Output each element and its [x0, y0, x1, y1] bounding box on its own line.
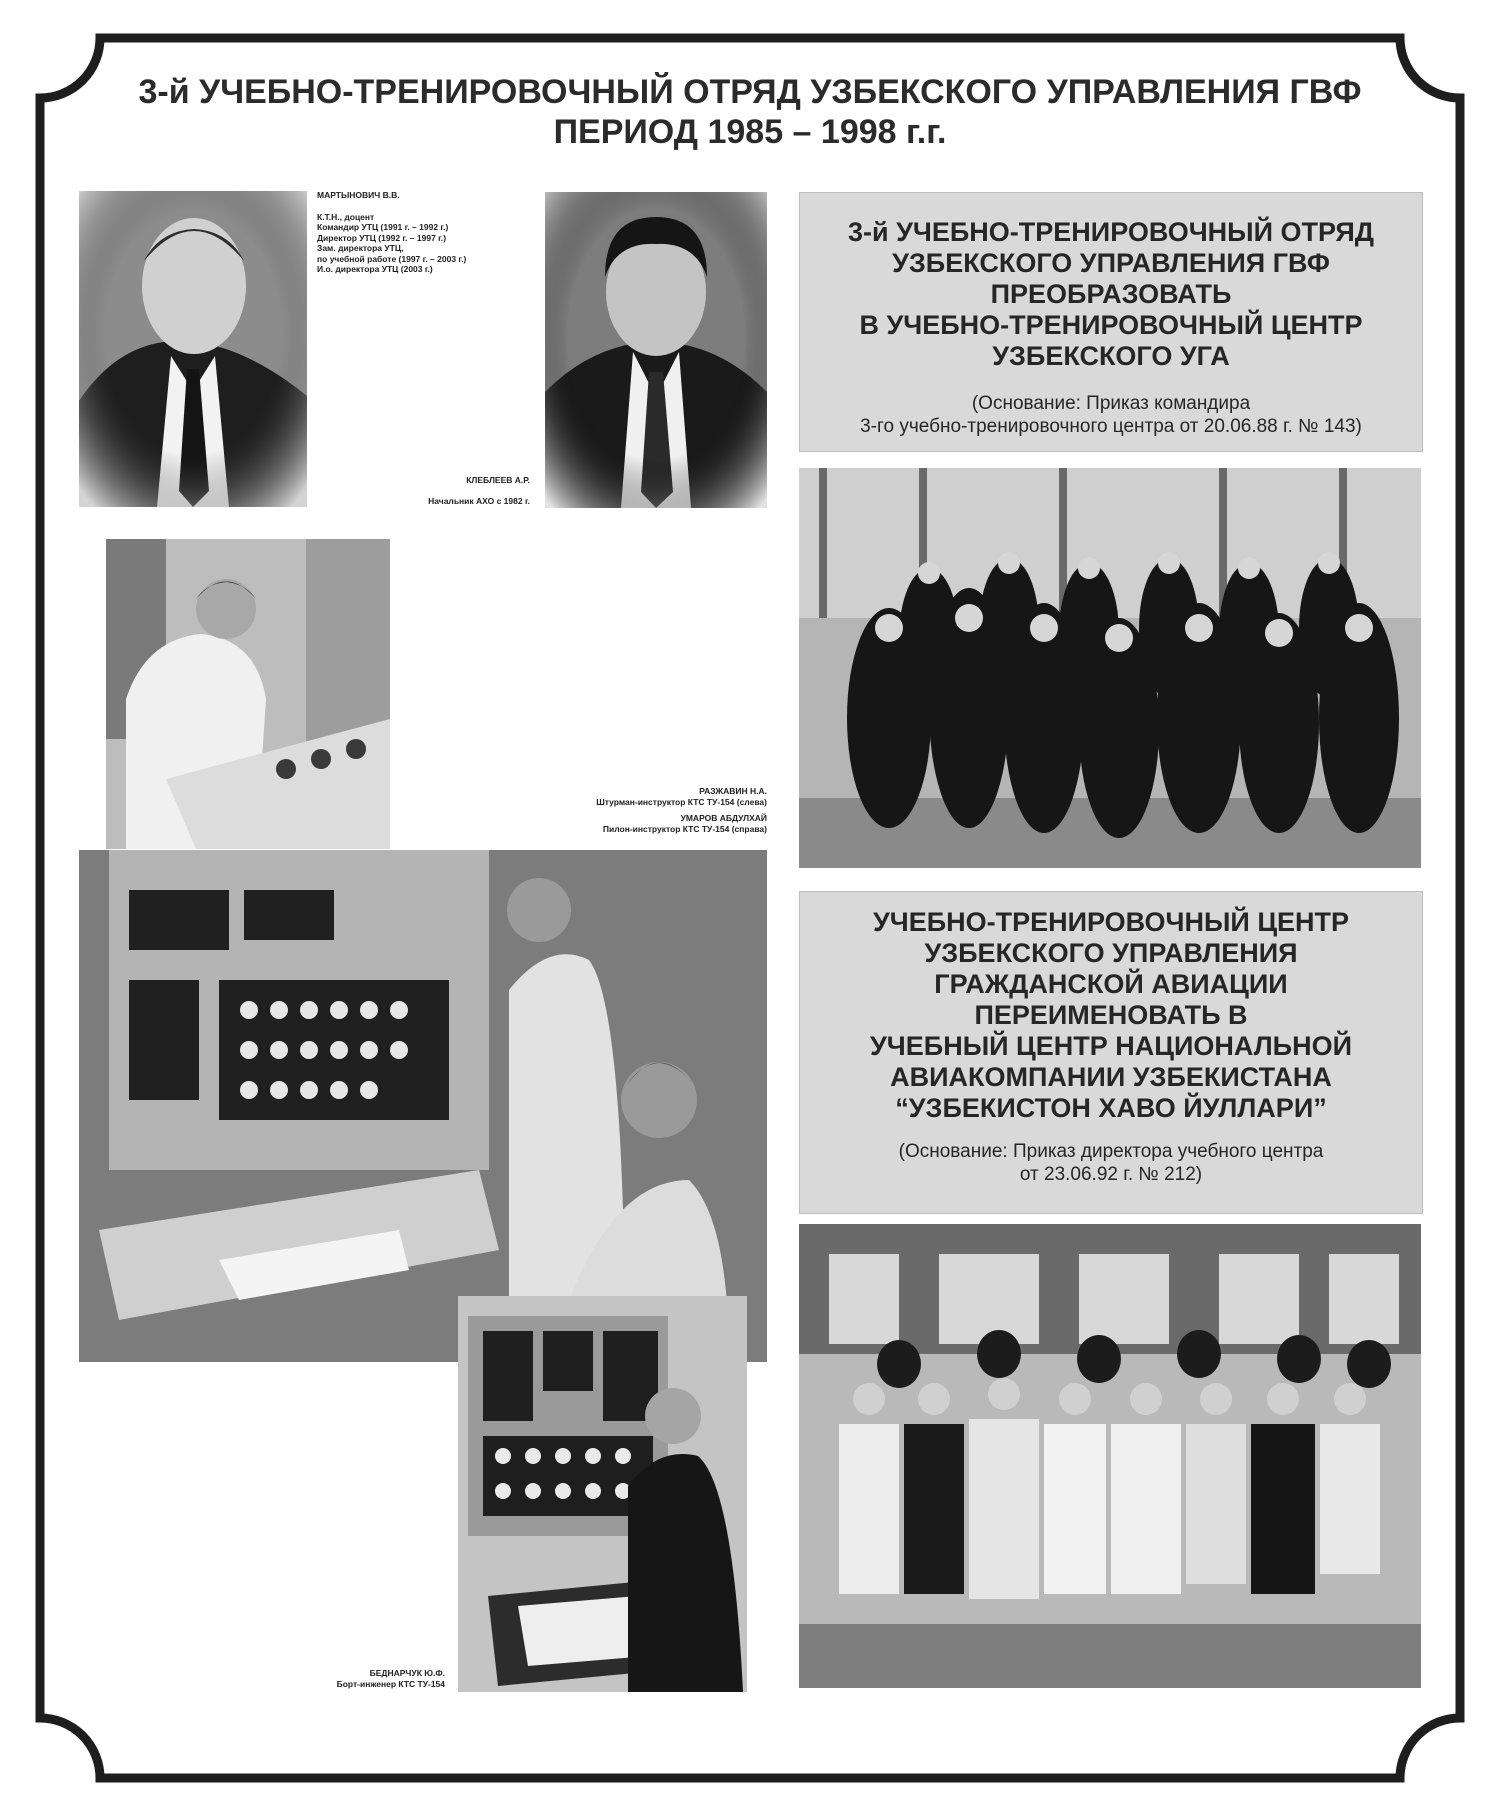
box2-heading-line: АВИАКОМПАНИИ УЗБЕКИСТАНА [890, 1062, 1332, 1092]
caption-klebleev [360, 475, 530, 506]
title-line-1: 3-й УЧЕБНО-ТРЕНИРОВОЧНЫЙ ОТРЯД УЗБЕКСКОГО УПРАВЛЕНИЯ ГВФ [138, 73, 1362, 111]
caption-martynovich [317, 190, 466, 275]
box1-heading-line: ПРЕОБРАЗОВАТЬ [990, 279, 1232, 309]
box1-heading-line: В УЧЕБНО-ТРЕНИРОВОЧНЫЙ ЦЕНТР [859, 310, 1363, 340]
box1-basis-line: 3-го учебно-тренировочного центра от 20.06.88 г. № 143) [860, 416, 1362, 437]
title-line-2: ПЕРИОД 1985 – 1998 г.г. [553, 113, 947, 151]
caption-klebleev-role: Начальник АХО с 1982 г. [428, 495, 530, 506]
caption-martynovich-line: Командир УТЦ (1991 г. – 1992 г.) [317, 222, 449, 232]
simulator-cockpit-photo [79, 850, 767, 1362]
caption-bednarchuk-name: БЕДНАРЧУК Ю.Ф. [369, 1668, 445, 1678]
box1-heading-line: 3-й УЧЕБНО-ТРЕНИРОВОЧНЫЙ ОТРЯД [848, 217, 1374, 247]
box2-basis-line: (Основание: Приказ директора учебного центра [898, 1141, 1324, 1162]
caption-umarov-name: УМАРОВ АБДУЛХАЙ [680, 813, 767, 823]
caption-razzhavin-name: РАЗЖАВИН Н.А. [699, 786, 767, 796]
box2-basis-line: от 23.06.92 г. № 212) [1019, 1164, 1203, 1185]
info-box-reorganization-1988 [799, 192, 1423, 452]
box2-heading-line: УЧЕБНО-ТРЕНИРОВОЧНЫЙ ЦЕНТР [872, 907, 1350, 937]
caption-razzhavin-role: Штурман-инструктор КТС ТУ-154 (слева) [596, 796, 767, 807]
caption-martynovich-line: И.о. директора УТЦ (2003 г.) [317, 264, 433, 274]
page-title [100, 72, 1400, 152]
group-photo-1992 [799, 1224, 1421, 1688]
box2-heading-line: ПЕРЕИМЕНОВАТЬ В [974, 1000, 1248, 1030]
box2-heading-line: УЧЕБНЫЙ ЦЕНТР НАЦИОНАЛЬНОЙ [870, 1031, 1352, 1061]
portrait-martynovich-photo [79, 191, 307, 507]
caption-klebleev-name: КЛЕБЛЕЕВ А.Р. [466, 475, 530, 485]
simulator-navigator-photo [106, 539, 390, 849]
caption-bednarchuk [250, 1668, 445, 1689]
simulator-engineer-photo [458, 1296, 747, 1692]
caption-martynovich-line: Директор УТЦ (1992 г. – 1997 г.) [317, 232, 447, 243]
caption-bednarchuk-role: Борт-инженер КТС ТУ-154 [336, 1678, 445, 1689]
box2-heading-line: УЗБЕКСКОГО УПРАВЛЕНИЯ [924, 938, 1298, 968]
box1-heading-line: УЗБЕКСКОГО УГА [992, 341, 1230, 371]
box1-heading-line: УЗБЕКСКОГО УПРАВЛЕНИЯ ГВФ [892, 248, 1330, 278]
group-photo-1988 [799, 468, 1421, 868]
caption-martynovich-line: Зам. директора УТЦ, [317, 243, 404, 253]
caption-martynovich-line: К.Т.Н., доцент [317, 211, 375, 222]
box2-heading-line: “УЗБЕКИСТОН ХАВО ЙУЛЛАРИ” [895, 1093, 1327, 1123]
info-box-rename-1992 [799, 891, 1423, 1214]
box1-basis-line: (Основание: Приказ командира [971, 393, 1251, 414]
box2-heading-line: ГРАЖДАНСКОЙ АВИАЦИИ [934, 969, 1288, 999]
caption-umarov-role: Пилон-инструктор КТС ТУ-154 (справа) [602, 823, 767, 834]
caption-razzhavin [480, 786, 767, 834]
caption-martynovich-name: МАРТЫНОВИЧ В.В. [317, 190, 400, 200]
portrait-klebleev-photo [545, 192, 767, 508]
caption-martynovich-line: по учебной работе (1997 г. – 2003 г.) [317, 253, 467, 264]
